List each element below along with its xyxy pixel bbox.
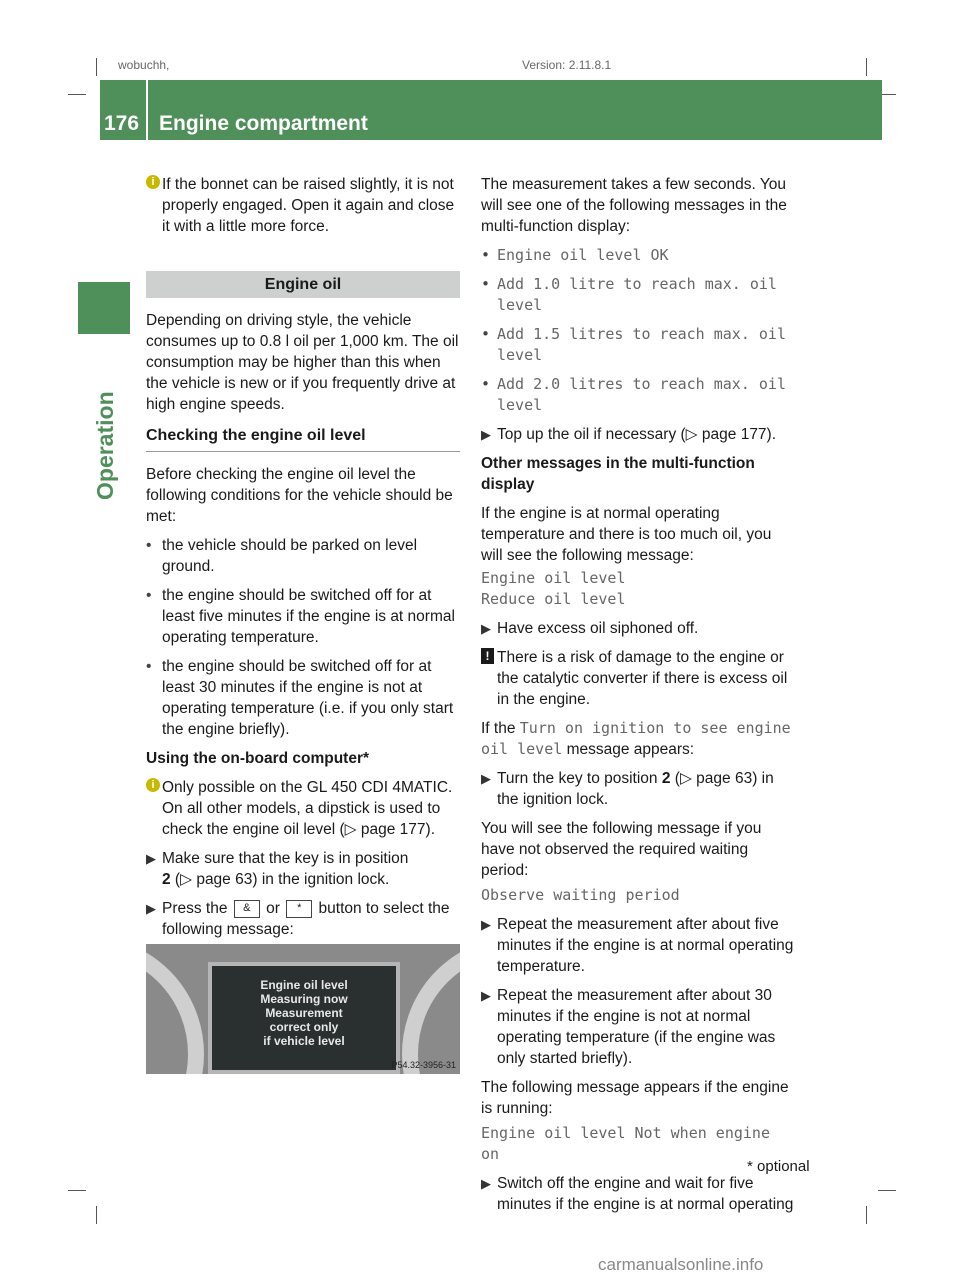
crop-mark [96, 58, 97, 76]
display-image [146, 944, 460, 1074]
watermark: carmanualsonline.info [598, 1255, 764, 1274]
display-line: Measuring now [260, 992, 348, 1006]
crop-mark [866, 1206, 867, 1224]
subheading-other-messages: Other messages in the multi-function display [481, 455, 755, 493]
message-item: • Add 2.0 litres to reach max. oil level [481, 375, 786, 414]
message-item: • Engine oil level OK [481, 246, 669, 264]
step-item: ▶ Repeat the measurement after about 30 minutes if the engine is not at normal operating temperature (if the engine was only started briefly). [481, 987, 776, 1067]
bullet-icon: • [481, 246, 491, 264]
list-item: • the engine should be switched off for at least five minutes if the engine is at normal operating temperature. [146, 587, 455, 646]
step-arrow-icon: ▶ [481, 427, 491, 442]
page-title: Engine compartment [159, 112, 368, 135]
step-arrow-icon: ▶ [481, 621, 491, 636]
paragraph: If the Turn on ignition to see engine oil level message appears: [481, 719, 791, 758]
crop-mark [866, 58, 867, 76]
steering-button-next-icon: * [286, 900, 312, 918]
message-line: Reduce oil level [481, 590, 626, 608]
bullet-icon: • [146, 537, 152, 554]
step-arrow-icon: ▶ [481, 771, 491, 786]
message-line: Engine oil level [481, 569, 626, 587]
list-item: • the vehicle should be parked on level ground. [146, 537, 418, 575]
right-column [481, 174, 795, 1223]
info-note: i Only possible on the GL 450 CDI 4MATIC. On all other models, a dipstick is used to check the engine oil level (▷ page 177). [146, 777, 460, 840]
header-separator [146, 80, 148, 140]
section-tab [78, 282, 130, 334]
meta-left: wobuchh, [118, 58, 170, 72]
bullet-icon: • [481, 375, 491, 393]
paragraph: The following message appears if the engine is running: [481, 1079, 789, 1117]
step-item: ▶ Press the & or * button to select the following message: [146, 900, 450, 938]
paragraph: You will see the following message if you have not observed the required waiting period: [481, 820, 762, 879]
paragraph: Depending on driving style, the vehicle consumes up to 0.8 l oil per 1,000 km. The oil consumption may be higher than this when the vehicle is new or if you frequently drive at high engine speeds. [146, 312, 459, 413]
display-line: Engine oil level [260, 978, 348, 992]
section-label: Operation [92, 391, 118, 500]
left-column [146, 174, 460, 948]
bullet-icon: • [146, 658, 152, 675]
warning-note: ! There is a risk of damage to the engine or the catalytic converter if there is excess oil in the engine. [481, 647, 795, 710]
paragraph: The measurement takes a few seconds. You will see one of the following messages in the multi-function display: [481, 176, 787, 235]
bullet-icon: • [146, 587, 152, 604]
step-arrow-icon: ▶ [146, 901, 156, 916]
step-item: ▶ Have excess oil siphoned off. [481, 620, 699, 637]
meta-version: Version: 2.11.8.1 [522, 58, 612, 72]
info-icon: i [146, 778, 160, 792]
crop-mark [878, 1190, 896, 1191]
subheading: Checking the engine oil level [146, 425, 460, 452]
step-arrow-icon: ▶ [481, 917, 491, 932]
paragraph: Before checking the engine oil level the following conditions for the vehicle should be met: [146, 466, 453, 525]
message-line: Observe waiting period [481, 886, 680, 904]
subheading-obc: Using the on-board computer* [146, 750, 370, 767]
info-note: i If the bonnet can be raised slightly, it is not properly engaged. Open it again and close it with a little more force. [146, 174, 460, 237]
paragraph: If the engine is at normal operating temperature and there is too much oil, you will see the following message: [481, 505, 772, 564]
crop-mark [96, 1206, 97, 1224]
info-icon: i [146, 175, 160, 189]
step-item: ▶ Turn the key to position 2 (▷ page 63) in the ignition lock. [481, 770, 774, 808]
message-line: Engine oil level Not when engine on [481, 1124, 770, 1163]
multifunction-display [208, 962, 400, 1074]
bullet-icon: • [481, 325, 491, 343]
crop-mark [68, 94, 86, 95]
footer-optional-note: * optional [747, 1158, 810, 1175]
steering-button-prev-icon: & [234, 900, 260, 918]
step-arrow-icon: ▶ [481, 1176, 491, 1191]
step-arrow-icon: ▶ [146, 851, 156, 866]
step-item: ▶ Switch off the engine and wait for five minutes if the engine is at normal operating [481, 1175, 794, 1213]
message-item: • Add 1.0 litre to reach max. oil level [481, 275, 777, 314]
display-line: if vehicle level [263, 1034, 345, 1048]
step-item: ▶ Make sure that the key is in position 2 (▷ page 63) in the ignition lock. [146, 850, 409, 888]
display-line: correct only [269, 1020, 339, 1034]
step-item: ▶ Top up the oil if necessary (▷ page 177). [481, 426, 777, 443]
list-item: • the engine should be switched off for at least 30 minutes if the engine is not at operating temperature (i.e. if you only start the engine briefly). [146, 658, 454, 738]
section-heading: Engine oil [146, 271, 460, 298]
step-item: ▶ Repeat the measurement after about five minutes if the engine is at normal operating temperature. [481, 916, 794, 975]
image-code: P54.32-3956-31 [391, 1060, 456, 1070]
warning-icon: ! [481, 648, 494, 664]
crop-mark [68, 1190, 86, 1191]
step-arrow-icon: ▶ [481, 988, 491, 1003]
display-line: Measurement [265, 1006, 343, 1020]
page-number: 176 [104, 112, 140, 135]
message-item: • Add 1.5 litres to reach max. oil level [481, 325, 786, 364]
bullet-icon: • [481, 275, 491, 293]
